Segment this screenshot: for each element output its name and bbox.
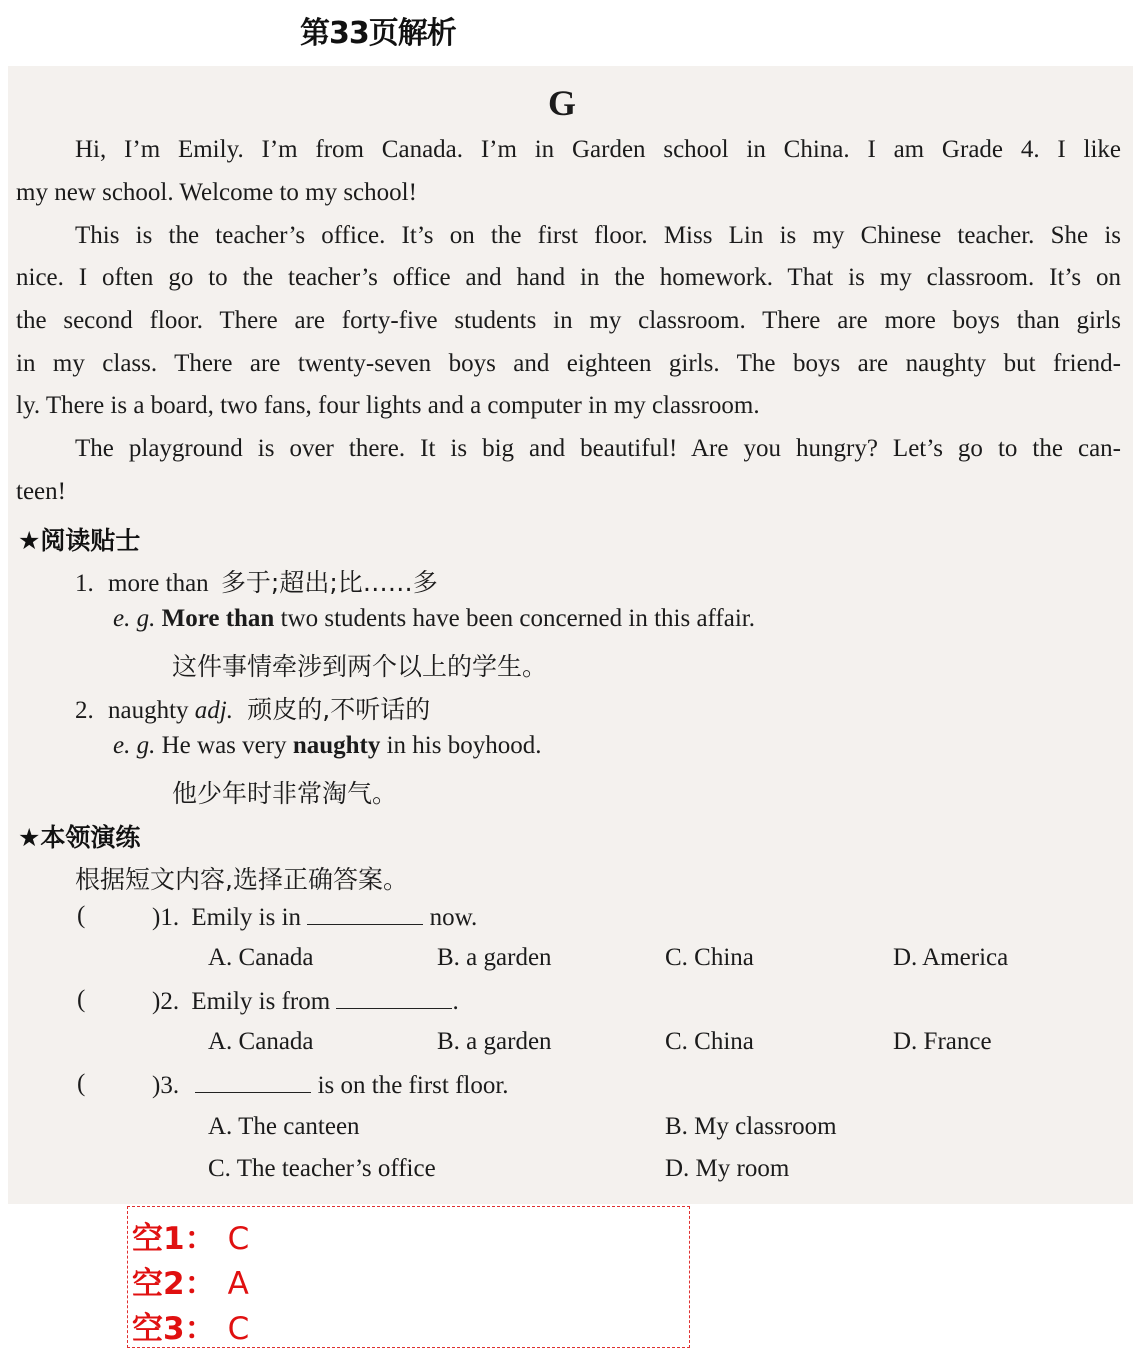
answer-paren: ( — [77, 1070, 86, 1097]
option-d[interactable]: D. France — [893, 1028, 992, 1055]
answer-row-1 — [132, 1213, 249, 1258]
question-stem: Emily is from — [191, 988, 331, 1015]
tip-translation-2: 他少年时非常淘气。 — [172, 779, 398, 808]
answer-value: C — [227, 1311, 250, 1347]
page-title: 第33页解析 — [300, 16, 456, 51]
question-3 — [77, 1070, 85, 1098]
tip-number: 1. — [75, 570, 94, 597]
question-1 — [77, 902, 85, 930]
passage-line: teen! — [16, 478, 66, 505]
eg-bold: naughty — [292, 732, 381, 759]
tips-heading: ★阅读贴士 — [18, 526, 141, 555]
eg-label: e. g. — [113, 732, 156, 759]
eg-rest: two students have been concerned in this affair. — [280, 605, 755, 632]
answer-value: C — [227, 1221, 250, 1257]
passage-letter: G — [548, 83, 577, 123]
answer-paren: ( — [77, 986, 86, 1013]
eg-label: e. g. — [113, 605, 156, 632]
practice-instruction: 根据短文内容,选择正确答案。 — [75, 865, 408, 894]
option-b[interactable]: B. a garden — [437, 944, 552, 971]
option-a[interactable]: A. The canteen — [208, 1113, 360, 1140]
passage-line: in my class. There are twenty-seven boys and eighteen girls. The boys are naughty but friend- — [16, 350, 1121, 377]
question-2 — [77, 986, 85, 1014]
tip-item-2 — [75, 690, 430, 726]
passage-line: Hi, I’m Emily. I’m from Canada. I’m in Garden school in China. I am Grade 4. I like — [75, 136, 1121, 163]
answer-label: 空1： — [132, 1221, 216, 1257]
answer-blank[interactable] — [307, 902, 423, 925]
question-stem: Emily is in — [191, 904, 302, 931]
question-1-text — [152, 902, 477, 932]
tip-number: 2. — [75, 697, 94, 724]
question-stem-end: is on the first floor. — [317, 1072, 509, 1099]
option-a[interactable]: A. Canada — [208, 944, 314, 971]
eg-pre: He was very — [161, 732, 287, 759]
passage-line: The playground is over there. It is big and beautiful! Are you hungry? Let’s go to the can- — [75, 435, 1121, 462]
question-number: )2. — [152, 988, 180, 1015]
answer-value: A — [227, 1266, 249, 1302]
practice-heading: ★本领演练 — [18, 823, 141, 852]
option-c[interactable]: C. The teacher’s office — [208, 1155, 436, 1182]
question-2-text — [152, 986, 459, 1016]
tip-example-2 — [113, 732, 541, 760]
answer-box — [127, 1206, 690, 1348]
answer-blank[interactable] — [336, 986, 452, 1009]
passage-line: my new school. Welcome to my school! — [16, 179, 417, 206]
passage-line: ly. There is a board, two fans, four lights and a computer in my classroom. — [16, 392, 760, 419]
answer-label: 空2： — [132, 1266, 216, 1302]
tip-example-1 — [113, 605, 755, 633]
passage-line: This is the teacher’s office. It’s on the first floor. Miss Lin is my Chinese teacher. She is — [75, 222, 1121, 249]
tip-item-1 — [75, 563, 438, 599]
eg-bold: More than — [161, 605, 275, 632]
passage-line: the second floor. There are forty-five students in my classroom. There are more boys than girls — [16, 307, 1121, 334]
answer-row-3 — [132, 1303, 249, 1348]
option-b[interactable]: B. My classroom — [665, 1113, 837, 1140]
option-c[interactable]: C. China — [665, 944, 754, 971]
option-d[interactable]: D. My room — [665, 1155, 790, 1182]
answer-paren: ( — [77, 902, 86, 929]
answer-row-2 — [132, 1258, 249, 1303]
answer-label: 空3： — [132, 1311, 216, 1347]
option-d[interactable]: D. America — [893, 944, 1009, 971]
tip-meaning: 多于;超出;比……多 — [220, 568, 438, 597]
question-stem-end: . — [452, 988, 459, 1015]
option-a[interactable]: A. Canada — [208, 1028, 314, 1055]
tip-translation-1: 这件事情牵涉到两个以上的学生。 — [172, 652, 548, 681]
tip-term: more than — [108, 570, 209, 597]
question-number: )1. — [152, 904, 180, 931]
eg-rest: in his boyhood. — [386, 732, 542, 759]
option-c[interactable]: C. China — [665, 1028, 754, 1055]
tip-pos: adj. — [194, 697, 233, 724]
question-stem-end: now. — [429, 904, 478, 931]
option-b[interactable]: B. a garden — [437, 1028, 552, 1055]
tip-term: naughty — [108, 697, 189, 724]
answer-blank[interactable] — [195, 1070, 311, 1093]
passage-line: nice. I often go to the teacher’s office and hand in the homework. That is my classroom. It’s on — [16, 264, 1121, 291]
question-3-text — [152, 1070, 509, 1100]
tip-meaning: 顽皮的,不听话的 — [247, 695, 431, 724]
question-number: )3. — [152, 1072, 180, 1099]
